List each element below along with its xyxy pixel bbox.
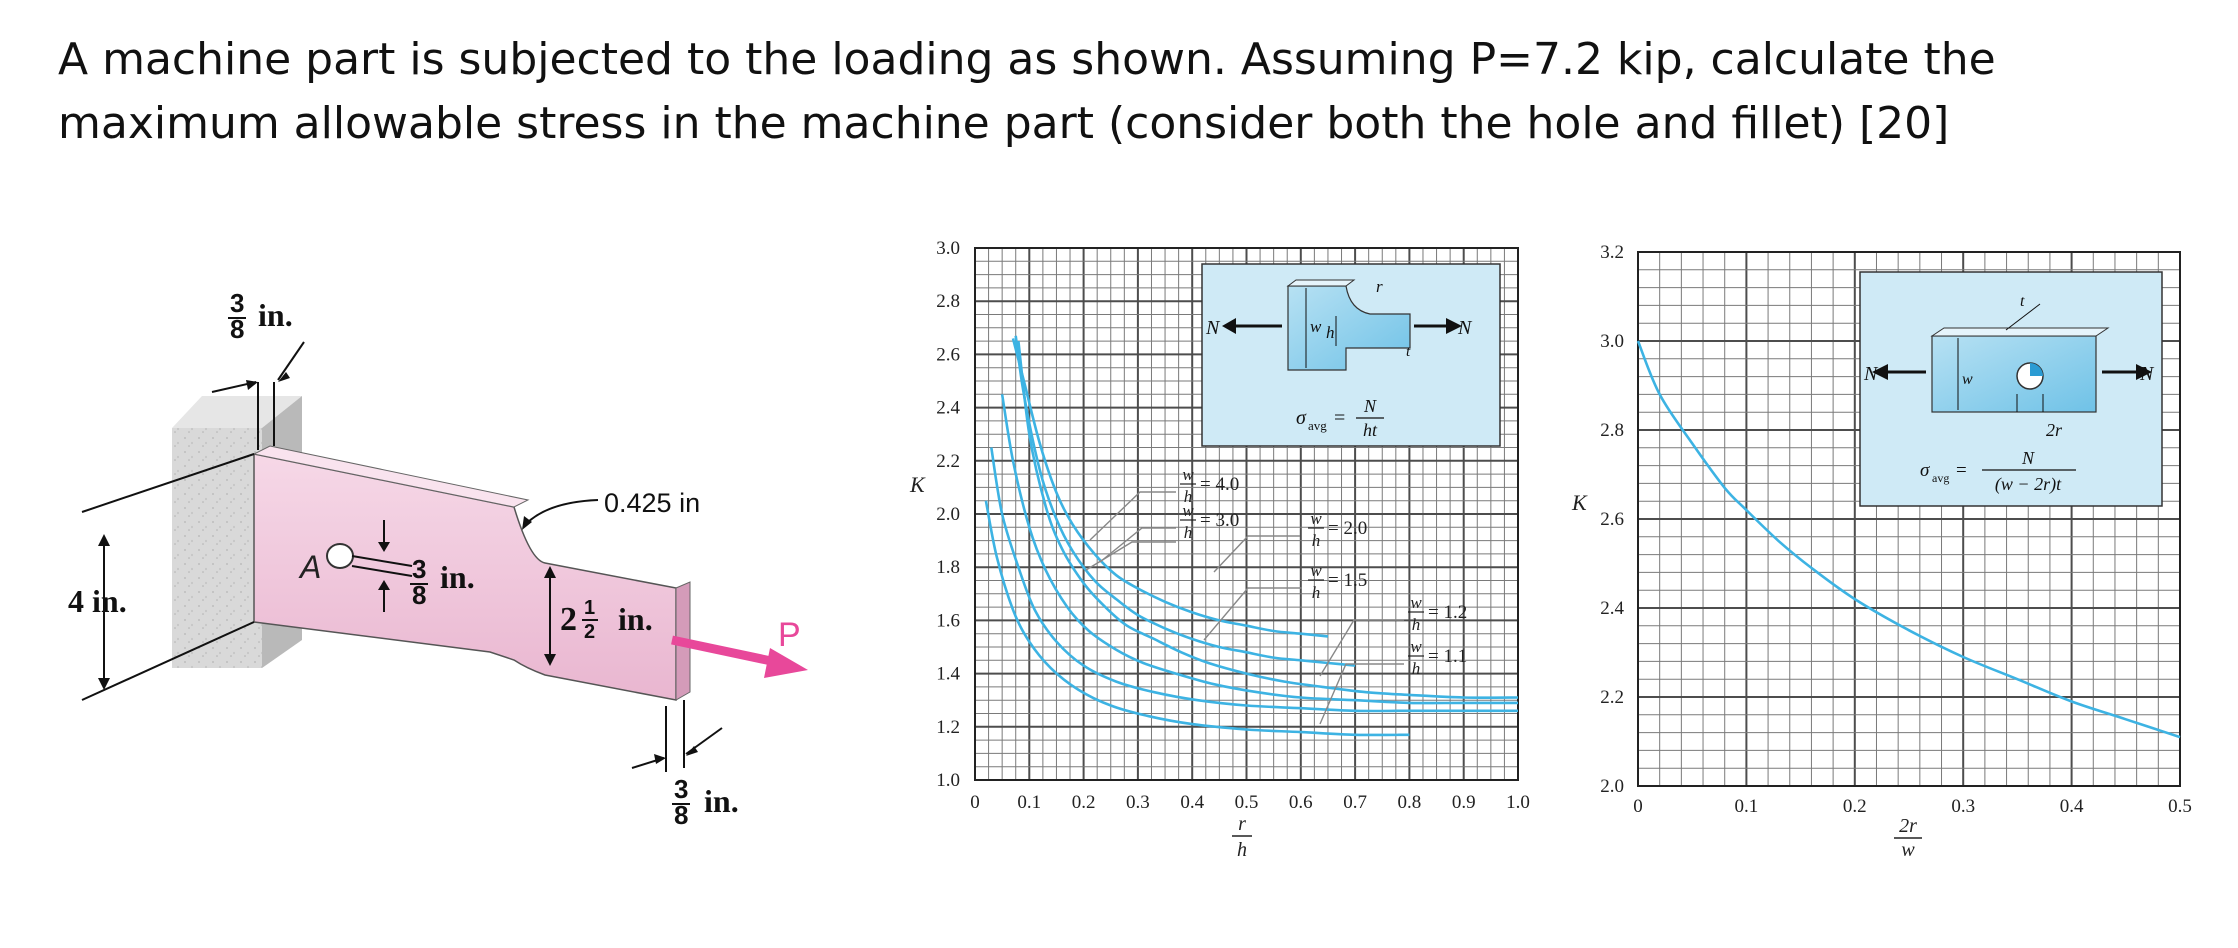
fillet-x-tick-label: 0 xyxy=(970,792,980,813)
curve-label-value: = 2.0 xyxy=(1328,518,1368,539)
hole-chart-y-ticks xyxy=(1600,242,1624,797)
hole-y-tick-label: 2.4 xyxy=(1600,598,1624,619)
hole-inset xyxy=(1860,272,2162,506)
hole-dim-unit: in. xyxy=(440,559,475,595)
curve-label-value: = 1.5 xyxy=(1328,570,1368,591)
hole-x-tick-label: 0.4 xyxy=(2059,796,2084,817)
fillet-x-tick-label: 1.0 xyxy=(1506,792,1530,813)
fillet-inset-r: r xyxy=(1376,277,1383,296)
fillet-x-tick-label: 0.2 xyxy=(1071,792,1096,813)
curve-label-den: h xyxy=(1183,487,1193,506)
machine-part-diagram xyxy=(68,288,808,830)
width-frac-num: 1 xyxy=(584,597,596,619)
hole-y-tick-label: 2.0 xyxy=(1600,776,1624,797)
fillet-radius-label: 0.425 in xyxy=(604,488,701,518)
fillet-y-tick-label: 2.4 xyxy=(936,397,960,419)
fillet-inset-eq: = xyxy=(1334,407,1346,429)
curve-label-value: = 4.0 xyxy=(1200,474,1240,495)
hole-inset-n-right: N xyxy=(2140,363,2154,385)
hole-y-tick-label: 2.6 xyxy=(1600,509,1624,530)
fillet-y-tick-label: 2.8 xyxy=(936,291,960,313)
fillet-curve-labels xyxy=(1180,465,1467,678)
hole-inset-two-r: 2r xyxy=(2046,420,2063,440)
curve-label-num: w xyxy=(1310,561,1322,580)
width-whole: 2 xyxy=(560,601,577,638)
curve-label-value: = 3.0 xyxy=(1200,510,1240,531)
height-dim: 4 in. xyxy=(68,583,127,619)
wall-front xyxy=(172,428,262,668)
fillet-x-tick-label: 0.8 xyxy=(1397,792,1422,813)
curve-label-num: w xyxy=(1310,509,1322,528)
fillet-chart xyxy=(909,238,1530,861)
hole-y-tick-label: 2.2 xyxy=(1600,687,1624,708)
fillet-y-tick-label: 2.0 xyxy=(936,504,960,525)
fillet-inset-w: w xyxy=(1310,317,1322,336)
fillet-y-tick-label: 2.6 xyxy=(936,344,960,366)
bottom-frac-den: 8 xyxy=(674,800,689,830)
width-frac-den: 2 xyxy=(584,621,596,643)
hole-inset-eq: = xyxy=(1956,460,1967,481)
width-dim-unit: in. xyxy=(618,601,653,637)
hole-chart-x-label-num: 2r xyxy=(1899,815,1917,837)
fillet-y-tick-label: 1.8 xyxy=(936,557,960,579)
fillet-x-tick-label: 0.1 xyxy=(1017,792,1042,813)
curve-label-den: h xyxy=(1311,583,1321,602)
fillet-y-tick-label: 1.6 xyxy=(936,610,960,632)
curve-label-den: h xyxy=(1411,615,1421,634)
fillet-inset-avg: avg xyxy=(1308,418,1327,433)
top-frac-den: 8 xyxy=(230,314,245,344)
fillet-inset-sigma: σ xyxy=(1296,407,1306,429)
fillet-y-tick-label: 1.2 xyxy=(936,716,960,738)
hole-a xyxy=(327,544,353,568)
hole-chart-x-ticks xyxy=(1633,796,2192,817)
hole-x-tick-label: 0.2 xyxy=(1842,796,1867,817)
bottom-frac-num: 3 xyxy=(674,774,689,804)
bottom-dim-unit: in. xyxy=(704,783,739,819)
top-dim-unit: in. xyxy=(258,297,293,333)
hole-inset-num: N xyxy=(2021,448,2035,468)
hole-inset-sigma: σ xyxy=(1920,460,1930,481)
fillet-y-tick-label: 1.0 xyxy=(936,770,960,791)
fillet-y-tick-label: 3.0 xyxy=(936,238,960,259)
fillet-chart-x-label-num: r xyxy=(1238,813,1246,835)
hole-y-tick-label: 3.0 xyxy=(1600,331,1624,352)
fillet-y-tick-label: 1.4 xyxy=(936,663,960,685)
curve-label-num: w xyxy=(1182,501,1194,520)
hole-x-tick-label: 0.5 xyxy=(2168,796,2192,817)
fillet-chart-y-ticks xyxy=(936,238,960,791)
curve-label-value: = 1.1 xyxy=(1428,646,1468,667)
hole-x-tick-label: 0 xyxy=(1633,796,1643,817)
fillet-x-tick-label: 0.9 xyxy=(1451,792,1476,813)
curve-label-num: w xyxy=(1410,593,1422,612)
load-label: P xyxy=(778,616,801,654)
fillet-inset-num: N xyxy=(1363,396,1377,416)
hole-y-tick-label: 3.2 xyxy=(1600,242,1624,263)
hole-inset-t: t xyxy=(2020,293,2025,310)
hole-inset-den: (w − 2r)t xyxy=(1994,474,2062,494)
curve-label-den: h xyxy=(1411,659,1421,678)
fillet-inset-n-left: N xyxy=(1206,317,1220,339)
curve-label-den: h xyxy=(1311,531,1321,550)
hole-chart xyxy=(1571,242,2192,861)
fillet-inset-t: t xyxy=(1406,344,1411,360)
question-text: A machine part is subjected to the loading as shown. Assuming P=7.2 kip, calculate the maximum allowable stress in the machine part (consider both the hole and fillet) [20] xyxy=(58,34,1996,149)
fillet-chart-y-label: K xyxy=(910,472,925,497)
hole-chart-y-label: K xyxy=(1572,490,1587,515)
top-frac-num: 3 xyxy=(230,288,245,318)
fillet-inset-den: ht xyxy=(1362,420,1378,440)
fillet-inset-n-right: N xyxy=(1458,317,1472,339)
fillet-x-tick-label: 0.7 xyxy=(1343,792,1367,813)
fillet-inset-h: h xyxy=(1326,323,1335,342)
hole-inset-avg: avg xyxy=(1932,471,1950,485)
hole-inset-n-left: N xyxy=(1864,363,1878,385)
fillet-x-tick-label: 0.3 xyxy=(1126,792,1150,813)
fillet-x-tick-label: 0.5 xyxy=(1234,792,1259,813)
curve-label-den: h xyxy=(1183,523,1193,542)
curve-label-value: = 1.2 xyxy=(1428,602,1468,623)
fillet-chart-x-ticks xyxy=(970,792,1530,813)
hole-x-tick-label: 0.3 xyxy=(1951,796,1976,817)
hole-x-tick-label: 0.1 xyxy=(1734,796,1759,817)
fillet-x-tick-label: 0.4 xyxy=(1180,792,1205,813)
hole-inset-w: w xyxy=(1962,371,1973,388)
fillet-x-tick-label: 0.6 xyxy=(1288,792,1313,813)
hole-y-tick-label: 2.8 xyxy=(1600,420,1624,441)
curve-label-num: w xyxy=(1182,465,1194,484)
curve-label-num: w xyxy=(1410,637,1422,656)
fillet-chart-x-label-den: h xyxy=(1237,839,1247,861)
hole-frac-num: 3 xyxy=(412,554,427,584)
hole-chart-x-label-den: w xyxy=(1901,839,1915,861)
hole-frac-den: 8 xyxy=(412,580,427,610)
fillet-inset xyxy=(1202,264,1500,446)
hole-label: A xyxy=(300,549,322,585)
fillet-y-tick-label: 2.2 xyxy=(936,450,960,472)
